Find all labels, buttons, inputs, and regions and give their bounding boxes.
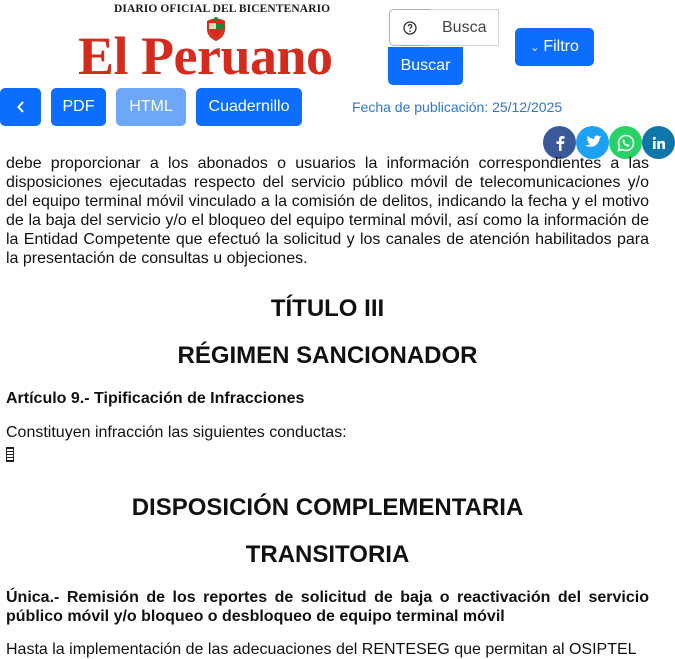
document-content (6, 154, 649, 659)
filter-label: Filtro (543, 38, 579, 55)
table-placeholder-icon (6, 447, 14, 462)
linkedin-icon (652, 136, 666, 150)
help-button[interactable] (389, 9, 431, 46)
intro-paragraph: debe proporcionar a los abonados o usuarios la información correspondientes a las disposiciones ejecutadas respecto del servicio público móvil de telecomunicaciones y/o del equipo terminal móvil vinculado a la comisión de delitos, indicando la fecha y el motivo de la baja del servicio y/o el bloqueo del equipo terminal móvil, así como la información de la Entidad Competente que efectuó la solicitud y los canales de atención habilitados para la presentación de consultas u objeciones. (6, 155, 649, 267)
cuadernillo-button[interactable]: Cuadernillo (196, 88, 302, 126)
pdf-button[interactable]: PDF (51, 88, 106, 126)
twitter-icon (584, 135, 602, 150)
back-button[interactable] (0, 88, 41, 126)
unica-text: Hasta la implementación de las adecuaciones del RENTESEG que permitan al OSIPTEL (6, 641, 637, 658)
transitoria-heading: TRANSITORIA (245, 541, 410, 568)
disposicion-heading: DISPOSICIÓN COMPLEMENTARIA (131, 494, 524, 521)
article-9-title: Artículo 9.- Tipificación de Infracciones (6, 390, 305, 407)
chevron-left-icon (16, 100, 26, 114)
chevron-down-icon: ⌄ (530, 41, 540, 54)
search-button[interactable]: Buscar (388, 47, 463, 85)
article-9-text: Constituyen infracción las siguientes conductas: (6, 424, 347, 441)
html-button[interactable]: HTML (116, 88, 186, 126)
masthead-subtitle: DIARIO OFICIAL DEL BICENTENARIO (114, 3, 331, 15)
search-input[interactable] (430, 9, 499, 46)
title-iii-heading: TÍTULO III (270, 295, 385, 322)
whatsapp-icon (617, 134, 635, 152)
publication-date: Fecha de publicación: 25/12/2025 (352, 99, 563, 115)
logo-title[interactable]: El Peruano (78, 26, 333, 86)
help-circle-icon (403, 21, 417, 35)
filter-button[interactable] (515, 28, 594, 66)
facebook-icon (553, 135, 567, 151)
unica-title: Única.- Remisión de los reportes de solicitud de baja o reactivación del servicio público móvil y/o bloqueo o desbloqueo de equipo terminal móvil (6, 589, 649, 625)
regimen-sancionador-heading: RÉGIMEN SANCIONADOR (177, 342, 478, 369)
